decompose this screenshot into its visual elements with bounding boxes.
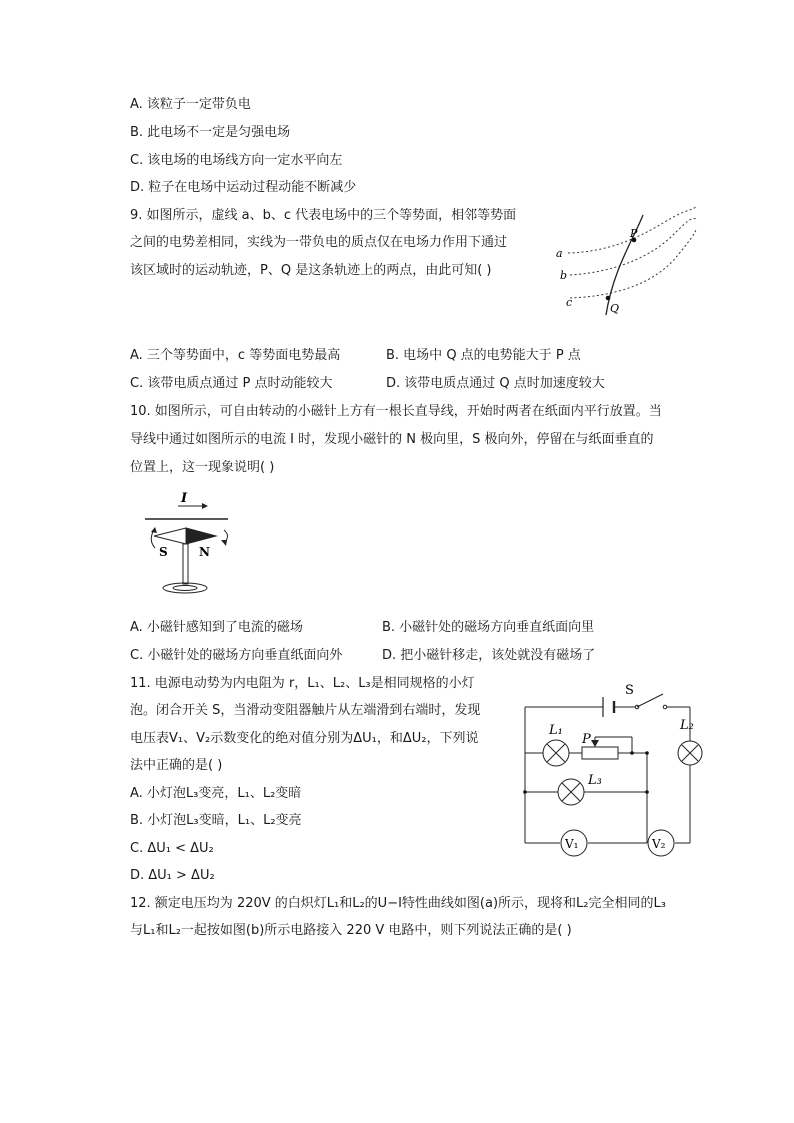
q9-stem-line2: 之间的电势差相同，实线为一带负电的质点仅在电场力作用下通过 (130, 235, 508, 250)
q10-option-a: A. 小磁针感知到了电流的磁场 (130, 620, 303, 635)
q11-stem-line4: 法中正确的是( ) (130, 758, 223, 773)
node-mid-right (645, 751, 649, 755)
rotation-arrowhead-right (221, 540, 227, 546)
rheostat (582, 747, 618, 759)
q9-option-a: A. 三个等势面中，c 等势面电势最高 (130, 348, 341, 363)
rotation-arrow-left (151, 530, 155, 548)
q9-equipotential-figure (548, 210, 698, 320)
label-s: S (159, 545, 168, 559)
q12-stem-line2: 与L₁和L₂一起按如图(b)所示电路接入 220 V 电路中，则下列说法正确的是( ) (130, 923, 572, 938)
node-l3-right (645, 790, 649, 794)
label-l3: L₃ (588, 773, 602, 788)
q10-option-d: D. 把小磁针移走，该处就没有磁场了 (382, 648, 596, 663)
current-arrowhead (202, 503, 208, 509)
label-current: I (181, 491, 188, 506)
q12-stem-line1: 12. 额定电压均为 220V 的白炽灯L₁和L₂的U−I特性曲线如图(a)所示，现将和L₂完全相同的L₃ (130, 896, 666, 911)
q11-option-c: C. ΔU₁ < ΔU₂ (130, 841, 214, 856)
needle-n (186, 528, 216, 544)
q10-option-b: B. 小磁针处的磁场方向垂直纸面向里 (382, 620, 595, 635)
q9-option-d: D. 该带电质点通过 Q 点时加速度较大 (386, 376, 605, 391)
compass-base-inner (173, 586, 197, 591)
label-v2: V₂ (652, 837, 666, 851)
label-b: b (560, 269, 568, 282)
q8-option-b: B. 此电场不一定是匀强电场 (130, 125, 291, 140)
slider-arrowhead (591, 740, 599, 747)
label-p: P (630, 227, 638, 240)
q11-option-b: B. 小灯泡L₃变暗，L₁、L₂变亮 (130, 813, 302, 828)
label-c: c (566, 296, 573, 309)
node-l3-left (523, 790, 527, 794)
q9-option-c: C. 该带电质点通过 P 点时动能较大 (130, 376, 333, 391)
label-l2: L₂ (680, 718, 694, 733)
label-p: P (582, 732, 591, 747)
q10-stem-line3: 位置上，这一现象说明( ) (130, 460, 275, 475)
label-n: N (199, 545, 210, 559)
q11-circuit-figure (520, 680, 695, 860)
q9-stem-line3: 该区域时的运动轨迹，P、Q 是这条轨迹上的两点，由此可知( ) (130, 263, 492, 278)
q10-stem-line1: 10. 如图所示，可自由转动的小磁针上方有一根长直导线，开始时两者在纸面内平行放置。当 (130, 404, 662, 419)
label-switch: S (625, 683, 634, 698)
q11-stem-line1: 11. 电源电动势为内电阻为 r，L₁、L₂、L₃是相同规格的小灯 (130, 676, 475, 691)
point-q (606, 296, 611, 301)
switch-contact-right (663, 705, 667, 709)
q9-stem-line1: 9. 如图所示，虚线 a、b、c 代表电场中的三个等势面，相邻等势面 (130, 208, 517, 223)
label-q: Q (610, 302, 620, 315)
q8-option-d: D. 粒子在电场中运动过程动能不断减少 (130, 180, 357, 195)
q8-option-c: C. 该电场的电场线方向一定水平向左 (130, 153, 343, 168)
switch-lever (637, 694, 663, 707)
q10-stem-line2: 导线中通过如图所示的电流 I 时，发现小磁针的 N 极向里，S 极向外，停留在与纸面垂直的 (130, 432, 654, 447)
q9-option-b: B. 电场中 Q 点的电势能大于 P 点 (386, 348, 581, 363)
q10-option-c: C. 小磁针处的磁场方向垂直纸面向外 (130, 648, 343, 663)
q11-stem-line3: 电压表V₁、V₂示数变化的绝对值分别为ΔU₁，和ΔU₂，下列说 (130, 731, 479, 746)
q10-compass-figure (140, 490, 240, 600)
trajectory (606, 215, 643, 315)
q11-option-d: D. ΔU₁ > ΔU₂ (130, 868, 215, 883)
label-v1: V₁ (565, 837, 579, 851)
q8-option-a: A. 该粒子一定带负电 (130, 97, 251, 112)
q11-stem-line2: 泡。闭合开关 S，当滑动变阻器触片从左端滑到右端时，发现 (130, 703, 481, 718)
rotation-arrowhead-left (151, 527, 157, 533)
label-l1: L₁ (549, 723, 563, 738)
label-a: a (556, 247, 563, 260)
q11-option-a: A. 小灯泡L₃变亮，L₁、L₂变暗 (130, 786, 302, 801)
compass-stem (183, 544, 188, 584)
node-slider (630, 751, 634, 755)
needle-s (154, 528, 186, 544)
